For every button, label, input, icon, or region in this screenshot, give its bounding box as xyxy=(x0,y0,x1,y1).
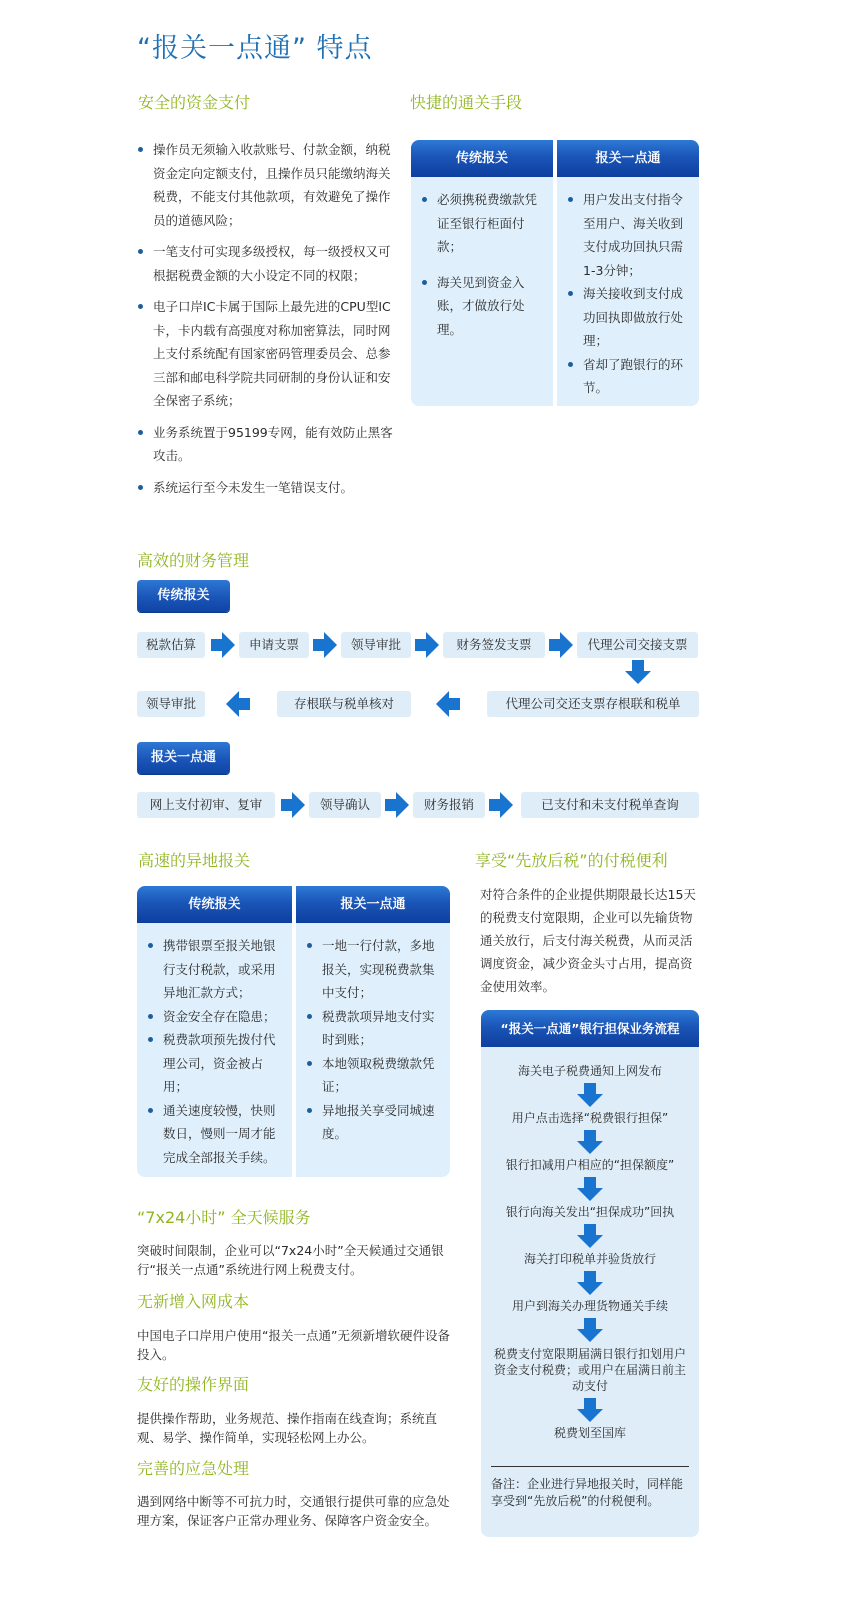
down-arrow-icon xyxy=(577,1130,603,1156)
flow-step-2: 用户点击选择“税费银行担保” xyxy=(511,1111,669,1125)
flow-box-finance-issue-check: 财务签发支票 xyxy=(443,632,545,658)
flow-step-1: 海关电子税费通知上网发布 xyxy=(517,1064,662,1078)
flow-step-3: 银行扣减用户相应的“担保额度” xyxy=(505,1158,675,1172)
right-arrow-icon xyxy=(415,632,441,658)
text-ui: 提供操作帮助，业务规范、操作指南在线查询；系统直观、易学、操作简单，实现轻松网上办公。 xyxy=(137,1411,438,1445)
flow-box-leader-confirm: 领导确认 xyxy=(309,792,381,818)
left-arrow-icon xyxy=(226,691,252,717)
text-nocost: 中国电子口岸用户使用“报关一点通”无须新增软硬件设备投入。 xyxy=(137,1328,450,1362)
list-item: 省却了跑银行的环节。 xyxy=(567,353,691,400)
right-arrow-icon xyxy=(489,792,515,818)
fast-yidiantong-list xyxy=(567,188,691,400)
section-title-fast: 快捷的通关手段 xyxy=(410,93,523,112)
flow-box-tax-query: 已支付和未支付税单查询 xyxy=(521,792,699,818)
list-item: 业务系统置于95199专网，能有效防止黑客攻击。 xyxy=(137,421,401,468)
fast-col-traditional-header: 传统报关 xyxy=(411,140,553,177)
list-item: 一地一行付款，多地报关，实现税费款集中支付； xyxy=(306,934,442,1005)
guarantee-flow-panel xyxy=(481,1010,699,1537)
right-arrow-icon xyxy=(211,632,237,658)
fast-col-traditional xyxy=(411,140,553,406)
fast-col-yidiantong-header: 报关一点通 xyxy=(557,140,699,177)
down-arrow-icon xyxy=(577,1398,603,1424)
flow-box-finance-reimburse: 财务报销 xyxy=(413,792,485,818)
section-title-ui: 友好的操作界面 xyxy=(137,1375,250,1394)
fast-traditional-list xyxy=(421,188,545,341)
fast-comparison-table xyxy=(411,140,699,406)
down-arrow-icon xyxy=(577,1083,603,1109)
flow-box-agent-return: 代理公司交还支票存根联和税单 xyxy=(487,691,699,717)
down-arrow-icon xyxy=(625,660,651,686)
page-title: “报关一点通” 特点 xyxy=(137,33,373,64)
flow-step-5: 海关打印税单并验货放行 xyxy=(523,1252,656,1266)
tag-yidiantong: 报关一点通 xyxy=(137,742,230,774)
guarantee-flow-header: “报关一点通”银行担保业务流程 xyxy=(481,1010,699,1047)
flow-step-8: 税费划至国库 xyxy=(553,1426,626,1440)
remote-traditional-list xyxy=(147,934,284,1169)
text-deferred: 对符合条件的企业提供期限最长达15天的税费支付宽限期，企业可以先输货物通关放行，后支付海关税费，从而灵活调度资金，减少资金头寸占用，提高资金使用效率。 xyxy=(480,887,696,994)
flow-box-leader-approve-2: 领导审批 xyxy=(137,691,205,717)
right-arrow-icon xyxy=(281,792,307,818)
text-247: 突破时间限制，企业可以“7x24小时”全天候通过交通银行“报关一点通”系统进行网上税费支付。 xyxy=(137,1243,444,1277)
list-item: 通关速度较慢，快则数日，慢则一周才能完成全部报关手续。 xyxy=(147,1099,284,1170)
flow-box-leader-approve: 领导审批 xyxy=(341,632,411,658)
flow-step-4: 银行向海关发出“担保成功”回执 xyxy=(505,1205,675,1219)
down-arrow-icon xyxy=(577,1224,603,1250)
remote-col-traditional xyxy=(137,886,292,1177)
right-arrow-icon xyxy=(385,792,411,818)
flow-box-agent-handover: 代理公司交接支票 xyxy=(577,632,698,658)
tag-traditional: 传统报关 xyxy=(137,580,230,612)
down-arrow-icon xyxy=(577,1318,603,1344)
list-item: 操作员无须输入收款账号、付款金额，纳税资金定向定额支付，且操作员只能缴纳海关税费，不能支付其他款项，有效避免了操作员的道德风险； xyxy=(137,138,401,232)
list-item: 税费款项异地支付实时到账； xyxy=(306,1005,442,1052)
text-emergency: 遇到网络中断等不可抗力时，交通银行提供可靠的应急处理方案，保证客户正常办理业务、保障客户资金安全。 xyxy=(137,1494,450,1528)
down-arrow-icon xyxy=(577,1271,603,1297)
section-title-deferred: 享受“先放后税”的付税便利 xyxy=(475,851,668,870)
section-title-security: 安全的资金支付 xyxy=(138,93,251,112)
right-arrow-icon xyxy=(313,632,339,658)
list-item: 系统运行至今未发生一笔错误支付。 xyxy=(137,476,401,500)
left-arrow-icon xyxy=(436,691,462,717)
list-item: 异地报关享受同城速度。 xyxy=(306,1099,442,1146)
section-title-nocost: 无新增入网成本 xyxy=(137,1292,250,1311)
flow-step-7: 税费支付宽限期届满日银行扣划用户资金支付税费；或用户在届满日前主动支付 xyxy=(493,1347,686,1393)
list-item: 本地领取税费缴款凭证； xyxy=(306,1052,442,1099)
flow-box-online-review: 网上支付初审、复审 xyxy=(137,792,275,818)
remote-comparison-table xyxy=(137,886,450,1177)
remote-col-yidiantong xyxy=(296,886,450,1177)
remote-yidiantong-list xyxy=(306,934,442,1146)
down-arrow-icon xyxy=(577,1177,603,1203)
flow-box-stub-verify: 存根联与税单核对 xyxy=(277,691,411,717)
right-arrow-icon xyxy=(549,632,575,658)
list-item: 海关接收到支付成功回执即做放行处理； xyxy=(567,282,691,353)
remote-col-yidiantong-header: 报关一点通 xyxy=(296,886,450,923)
list-item: 携带银票至报关地银行支付税款，或采用异地汇款方式； xyxy=(147,934,284,1005)
section-title-emergency: 完善的应急处理 xyxy=(137,1459,250,1478)
flow-note: 备注：企业进行异地报关时，同样能享受到“先放后税”的付税便利。 xyxy=(491,1466,689,1510)
flow-box-tax-estimate: 税款估算 xyxy=(137,632,205,658)
list-item: 税费款项预先拨付代理公司，资金被占用； xyxy=(147,1028,284,1099)
security-list xyxy=(137,138,401,499)
remote-col-traditional-header: 传统报关 xyxy=(137,886,292,923)
list-item: 一笔支付可实现多级授权，每一级授权又可根据税费金额的大小设定不同的权限； xyxy=(137,240,401,287)
flow-box-request-check: 申请支票 xyxy=(239,632,309,658)
list-item: 电子口岸IC卡属于国际上最先进的CPU型IC卡，卡内载有高强度对称加密算法，同时网上支付系统配有国家密码管理委员会、总参三部和邮电科学院共同研制的身份认证和安全保密子系统； xyxy=(137,295,401,413)
list-item: 资金安全存在隐患； xyxy=(147,1005,284,1029)
flow-step-6: 用户到海关办理货物通关手续 xyxy=(511,1299,668,1313)
list-item: 必须携税费缴款凭证至银行柜面付款； xyxy=(421,188,545,259)
list-item: 海关见到资金入账，才做放行处理。 xyxy=(421,271,545,342)
fast-col-yidiantong xyxy=(557,140,699,406)
section-title-remote: 高速的异地报关 xyxy=(138,851,251,870)
list-item: 用户发出支付指令至用户、海关收到支付成功回执只需1-3分钟； xyxy=(567,188,691,282)
section-title-247: “7x24小时” 全天候服务 xyxy=(137,1208,311,1227)
section-title-finance: 高效的财务管理 xyxy=(137,551,250,570)
